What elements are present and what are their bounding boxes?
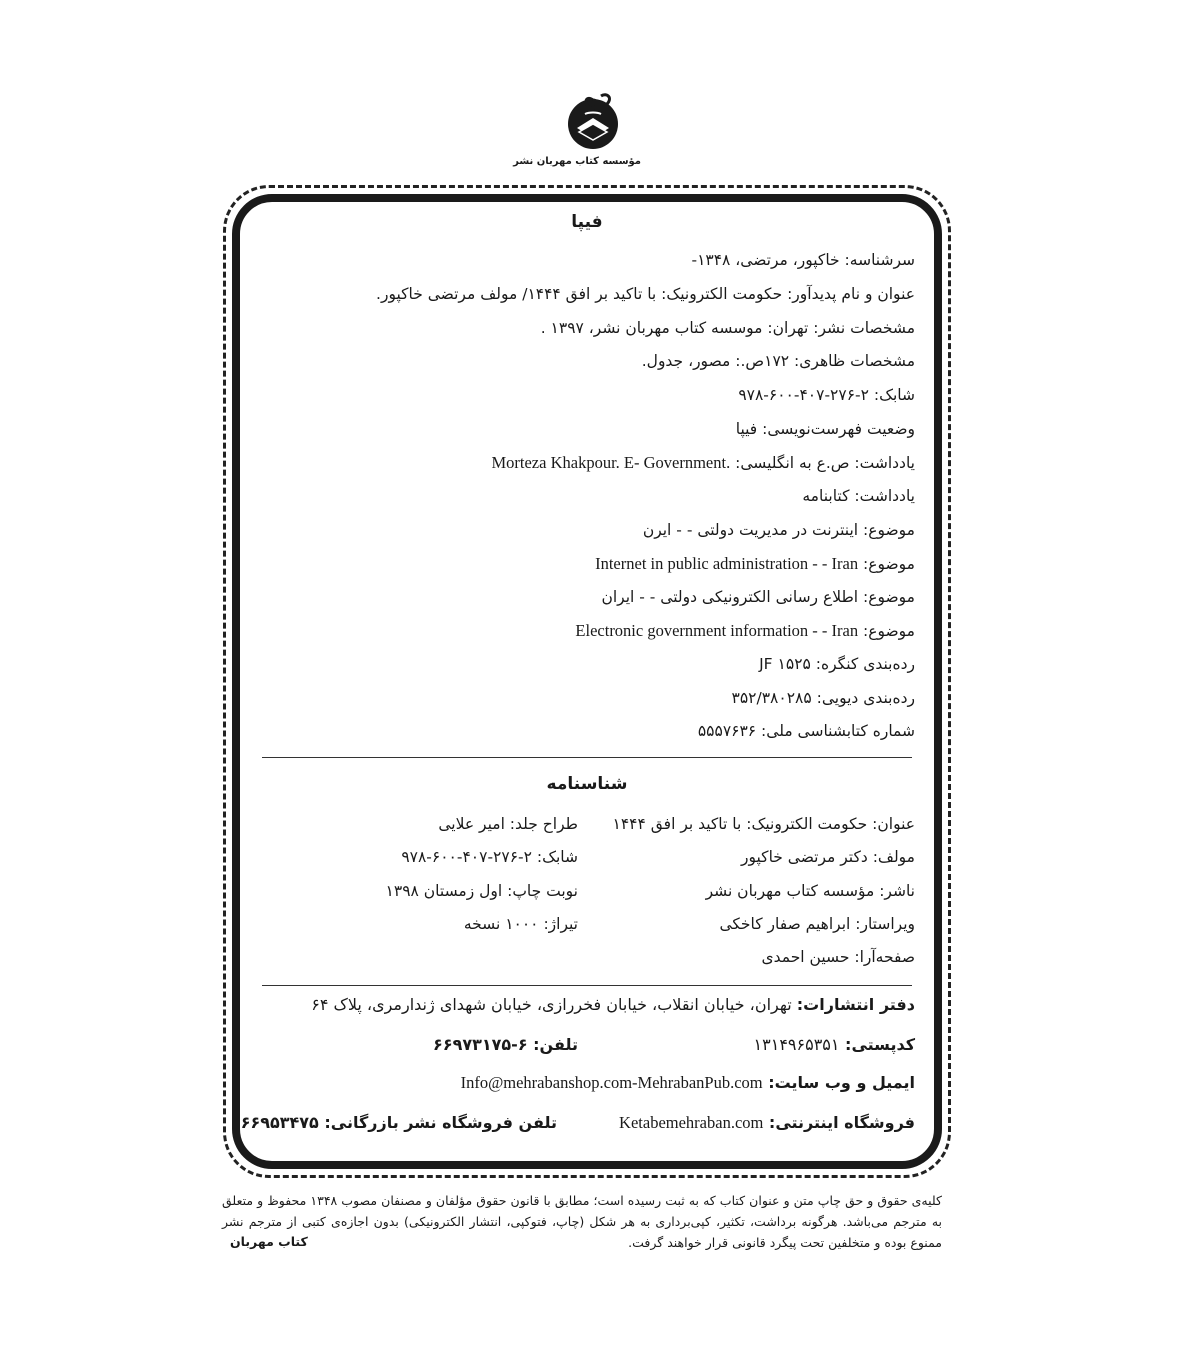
fipa-line-publication: مشخصات نشر: تهران: موسسه کتاب مهربان نشر، ۱۳۹۷ . <box>540 319 915 337</box>
email-label: ایمیل و وب سایت: <box>762 1073 915 1092</box>
rounded-frame <box>232 194 942 1169</box>
phone <box>433 1035 578 1054</box>
office-value: تهران، خیابان انقلاب، خیابان فخررازی، خیابان شهدای ژندارمری، پلاک ۶۴ <box>311 995 797 1014</box>
fipa-line-national-number: شماره کتابشناسی ملی: ۵۵۵۷۶۳۶ <box>697 722 915 740</box>
subject-english-2: Electronic government information - - Iran <box>575 621 859 640</box>
copyright-notice: کلیه‌ی حقوق و حق چاپ متن و عنوان کتاب که به ثبت رسیده است؛ مطابق با قانون حقوق مؤلفان و مصنفان مصوب ۱۳۴۸ محفوظ و متعلق به مترجم می‌باشد. هرگونه برداشت، تکثیر، کپی‌برداری به هر شکل (چاپ، فتوکپی، انتشار الکترونیکی) بدون اجازه‌ی کتبی از مترجم نشر ممنوع بوده و متخلفین تحت پیگرد قانونی قرار خواهند گرفت. <box>222 1193 942 1250</box>
fipa-line-physical: مشخصات ظاهری: ۱۷۲ص.: مصور، جدول. <box>641 352 915 370</box>
info-cover-designer: طراح جلد: امیر علایی <box>438 815 578 833</box>
fipa-line-status: وضعیت فهرست‌نویسی: فیپا <box>735 420 915 438</box>
fipa-line-note-english <box>491 453 915 473</box>
shop-label: فروشگاه اینترنتی: <box>763 1113 915 1132</box>
office-label: دفتر انتشارات: <box>796 995 915 1014</box>
fipa-line-title: عنوان و نام پدیدآور: حکومت الکترونیک: با تاکید بر افق ۱۴۴۴/ مولف مرتضی خاکپور. <box>376 285 915 303</box>
phone-label: تلفن: <box>527 1035 578 1054</box>
footer-brand: کتاب مهربان <box>230 1234 308 1249</box>
fipa-line-subject-4 <box>575 621 915 641</box>
info-isbn: شابک: ۲-۲۷۶-۴۰۷-۶۰۰-۹۷۸ <box>401 848 578 866</box>
info-layout: صفحه‌آرا: حسین احمدی <box>761 948 915 966</box>
info-editor: ویراستار: ابراهیم صفار کاخکی <box>719 915 915 933</box>
online-shop <box>619 1113 915 1133</box>
fipa-line-subject-1: موضوع: اینترنت در مدیریت دولتی - - ایرن <box>642 521 915 539</box>
subject-label: موضوع: <box>858 622 915 640</box>
shop-phone-value: ۶۶۹۵۳۴۷۵ <box>240 1113 319 1132</box>
info-title: عنوان: حکومت الکترونیک: با تاکید بر افق ۱۴۴۴ <box>612 815 915 833</box>
shop-url[interactable]: Ketabemehraban.com <box>619 1113 764 1132</box>
postal-code <box>754 1035 915 1054</box>
note-label: یادداشت: ص.ع به انگلیسی: <box>730 454 915 472</box>
fipa-title: فیپا <box>571 212 603 232</box>
fipa-line-dewey: رده‌بندی دیویی: ۳۵۲/۳۸۰۲۸۵ <box>731 689 915 707</box>
fipa-line-sarshenase: سرشناسه: خاکپور، مرتضی، ۱۳۴۸- <box>691 251 915 269</box>
fipa-line-congress: رده‌بندی کنگره: ۱۵۲۵ JF <box>759 655 915 673</box>
subject-english-1: Internet in public administration - - Iran <box>595 554 859 573</box>
logo-caption: مؤسسه کتاب مهربان نشر <box>513 156 641 167</box>
shop-phone-label: تلفن فروشگاه نشر بازرگانی: <box>318 1113 557 1132</box>
shenasname-title: شناسنامه <box>546 774 628 794</box>
publisher-logo <box>513 88 641 167</box>
book-hand-logo-icon <box>563 88 623 154</box>
info-print-edition: نوبت چاپ: اول زمستان ۱۳۹۸ <box>385 882 578 900</box>
note-english-title: Morteza Khakpour. E- Government. <box>491 453 731 472</box>
shop-phone <box>241 1113 557 1132</box>
divider <box>262 985 912 986</box>
postal-value: ۱۳۱۴۹۶۵۳۵۱ <box>753 1035 840 1054</box>
fipa-line-isbn: شابک: ۲-۲۷۶-۴۰۷-۶۰۰-۹۷۸ <box>738 386 915 404</box>
phone-value: ۶-۶۶۹۷۳۱۷۵ <box>433 1035 528 1054</box>
info-circulation: تیراژ: ۱۰۰۰ نسخه <box>463 915 578 933</box>
office-address <box>311 995 915 1014</box>
postal-label: کدپستی: <box>839 1035 915 1054</box>
fipa-line-subject-3: موضوع: اطلاع رسانی الکترونیکی دولتی - - ایران <box>601 588 915 606</box>
subject-label: موضوع: <box>858 555 915 573</box>
info-author: مولف: دکتر مرتضی خاکپور <box>741 848 915 866</box>
email-website <box>461 1073 915 1093</box>
fipa-line-subject-2 <box>595 554 915 574</box>
divider <box>262 757 912 758</box>
fipa-line-bibliography: یادداشت: کتابنامه <box>802 487 915 505</box>
email-value[interactable]: Info@mehrabanshop.com-MehrabanPub.com <box>460 1073 763 1092</box>
info-publisher: ناشر: مؤسسه کتاب مهربان نشر <box>705 882 915 900</box>
